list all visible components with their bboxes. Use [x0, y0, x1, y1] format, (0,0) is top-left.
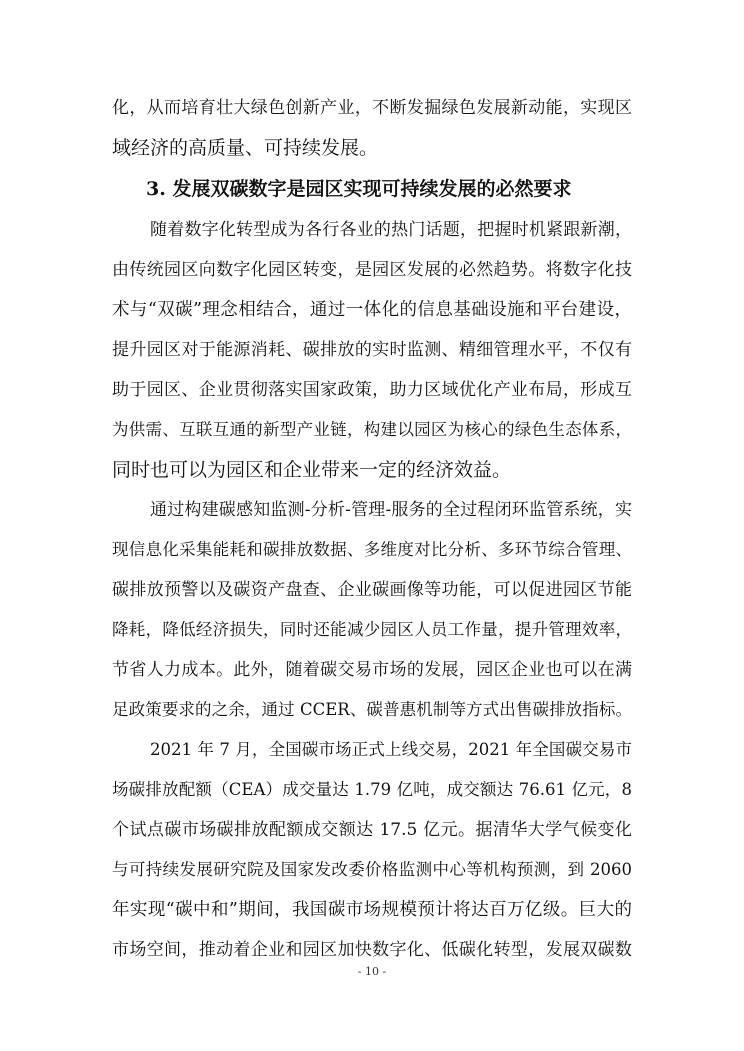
- paragraph-line: 足政策要求的之余，通过 CCER、碳普惠机制等方式出售碳排放指标。: [112, 700, 632, 719]
- paragraph-line: 助于园区、企业贯彻落实国家政策，助力区域优化产业布局，形成互: [112, 380, 632, 400]
- paragraph-line: 域经济的高质量、可持续发展。: [112, 137, 379, 159]
- paragraph-line: 化，从而培育壮大绿色创新产业，不断发掘绿色发展新动能，实现区: [112, 98, 632, 118]
- paragraph-line: 年实现“碳中和”期间，我国碳市场规模预计将达百万亿级。巨大的: [112, 900, 632, 920]
- paragraph-line: 场碳排放配额（CEA）成交量达 1.79 亿吨，成交额达 76.61 亿元，8: [112, 780, 632, 799]
- paragraph-line: 为供需、互联互通的新型产业链，构建以园区为核心的绿色生态体系，: [112, 420, 632, 439]
- paragraph-line: 与可持续发展研究院及国家发改委价格监测中心等机构预测，到 2060: [112, 860, 632, 879]
- paragraph-line: 降耗，降低经济损失，同时还能减少园区人员工作量，提升管理效率，: [112, 620, 632, 639]
- paragraph-line: 碳排放预警以及碳资产盘查、企业碳画像等功能，可以促进园区节能: [112, 580, 632, 600]
- section-heading: 3. 发展双碳数字是园区实现可持续发展的必然要求: [146, 178, 572, 200]
- paragraph-line: 现信息化采集能耗和碳排放数据、多维度对比分析、多环节综合管理、: [112, 540, 632, 559]
- paragraph-line: 同时也可以为园区和企业带来一定的经济效益。: [112, 459, 512, 481]
- paragraph-line: 节省人力成本。此外，随着碳交易市场的发展，园区企业也可以在满: [112, 660, 632, 680]
- paragraph-line: 个试点碳市场碳排放配额成交额达 17.5 亿元。据清华大学气候变化: [112, 820, 632, 840]
- paragraph-line: 2021 年 7 月，全国碳市场正式上线交易，2021 年全国碳交易市: [150, 740, 632, 759]
- paragraph-line: 由传统园区向数字化园区转变，是园区发展的必然趋势。将数字化技: [112, 260, 632, 280]
- paragraph-line: 术与“双碳”理念相结合，通过一体化的信息基础设施和平台建设，: [112, 300, 632, 320]
- paragraph-line: 提升园区对于能源消耗、碳排放的实时监测、精细管理水平，不仅有: [112, 340, 632, 360]
- paragraph-line: 随着数字化转型成为各行各业的热门话题，把握时机紧跟新潮，: [150, 220, 632, 240]
- paragraph-line: 通过构建碳感知监测-分析-管理-服务的全过程闭环监管系统，实: [150, 500, 632, 520]
- paragraph-line: 市场空间，推动着企业和园区加快数字化、低碳化转型，发展双碳数: [112, 940, 632, 960]
- page-number: - 10 -: [357, 965, 387, 978]
